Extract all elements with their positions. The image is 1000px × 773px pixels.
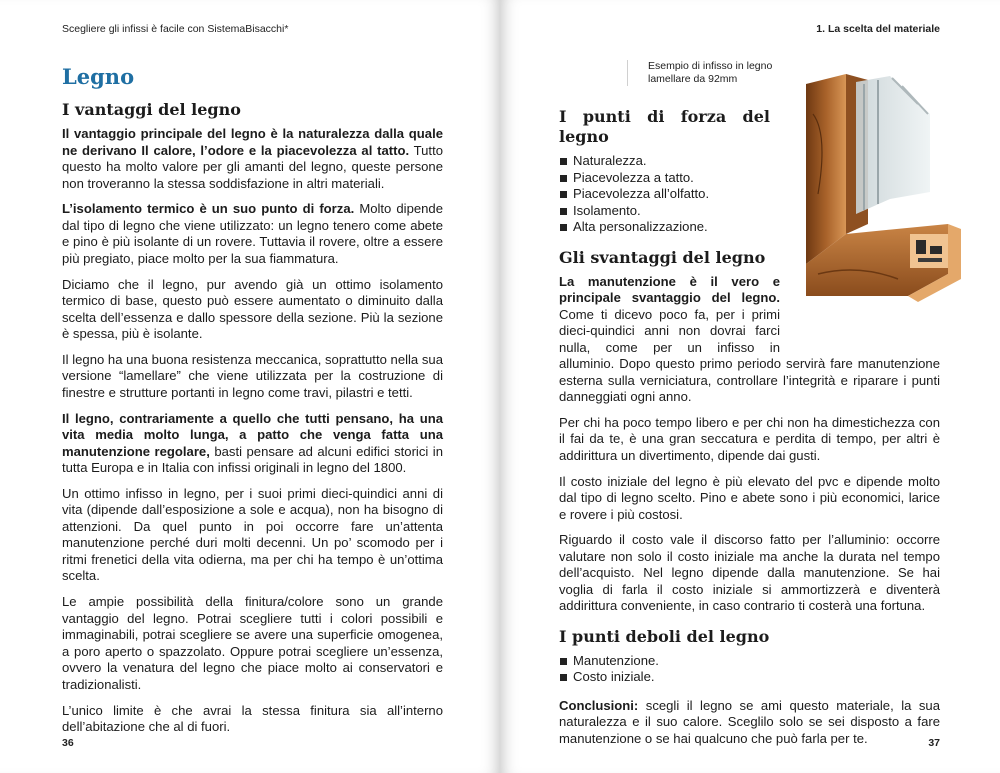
list-item — [559, 653, 940, 670]
paragraph — [62, 352, 443, 402]
section-title-weaknesses: I punti deboli del legno — [559, 626, 770, 646]
paragraph — [62, 411, 443, 477]
paragraph-text: Il costo iniziale del legno è più elevato del pvc e dipende molto dal tipo di legno scelto. Pino e abete sono i più economici, larice e rovere i più costosi. — [559, 473, 940, 522]
paragraph-text: Un ottimo infisso in legno, per i suoi primi dieci-quindici anni di vita (dipende dall’esposizione a sole e acqua), non ha bisogno di attenzioni. Da quel punto in poi occorre fare un’attenta manutenzione perché duri molti decenni. Un po’ scomodo per i ritmi frenetici della vita odierna, ma per chi ha tempo è un’ottima scelta. — [62, 485, 443, 584]
list-item-text: Naturalezza. — [573, 153, 647, 168]
list-item-text: Costo iniziale. — [573, 669, 655, 685]
paragraph-text: L’unico limite è che avrai la stessa finitura sia all’interno dell’abitazione che al di fuori. — [62, 702, 443, 735]
paragraph — [559, 474, 940, 524]
paragraph — [559, 415, 940, 465]
paragraph-text: Per chi ha poco tempo libero e per chi non ha dimestichezza con il fai da te, è una gran seccatura e perdita di tempo, per altri è addirittura un divertimento, dipende dai gusti. — [559, 414, 940, 463]
section-title-disadvantages: Gli svantaggi del legno — [559, 247, 766, 267]
chapter-title: Legno — [62, 64, 135, 89]
paragraph — [62, 201, 443, 267]
list-item-text: Isolamento. — [573, 202, 641, 218]
weaknesses-list — [559, 653, 940, 686]
bullet-square-icon — [560, 674, 567, 681]
conclusion-label: Conclusioni: — [559, 697, 639, 713]
image-caption — [627, 60, 772, 86]
running-head-left: Scegliere gli infissi è facile con SistemaBisacchi* — [62, 23, 289, 35]
paragraph — [62, 486, 443, 585]
paragraph-bold: L’isolamento termico è un suo punto di forza. — [62, 201, 355, 217]
paragraph-text: Tutto questo ha molto valore per gli amanti del legno, queste persone non troveranno la stessa soddisfazione in altri materiali. — [62, 142, 443, 191]
list-item-text: Piacevolezza a tatto. — [573, 169, 694, 185]
paragraph-text: basti pensare ad alcuni edifici storici in tutta Europa e in Italia con infissi originali in legno del 1800. — [62, 443, 443, 476]
bullet-square-icon — [560, 658, 567, 665]
paragraph — [62, 277, 443, 343]
section-title-strengths: I punti di forza del legno — [559, 107, 770, 146]
list-item — [559, 186, 940, 203]
paragraph — [62, 594, 443, 693]
list-item-text: Piacevolezza all’olfatto. — [573, 186, 710, 201]
image-float-spacer — [780, 274, 940, 342]
page-number-right: 37 — [928, 737, 940, 749]
paragraph-bold: La manutenzione è il vero e principale svantaggio del legno. — [559, 273, 780, 305]
list-item — [559, 170, 940, 187]
paragraph-text: Come ti dicevo poco fa, per i primi dieci-quindici anni non dovrai farci nulla, come per un infisso in alluminio. Dopo questo primo periodo servirà fare manutenzione esterna sulla verniciatura, controllare l’integrità e riparare i punti danneggiati ogni anno. — [559, 306, 940, 404]
bullet-square-icon — [560, 175, 567, 182]
paragraph-bold: Il legno, contrariamente a quello che tutti pensano, ha una vita media molto lunga, a patto che venga fatta una manutenzione regolare, — [62, 410, 443, 459]
list-item — [559, 219, 940, 236]
bullet-square-icon — [560, 158, 567, 165]
running-head-right: 1. La scelta del materiale — [816, 23, 940, 35]
paragraph-text: Il legno ha una buona resistenza meccanica, soprattutto nella sua versione “lamellare” che viene utilizzata per la costruzione di finestre e strutture portanti in legno come travi, pilastri e tetti. — [62, 351, 443, 400]
list-item-text: Manutenzione. — [573, 652, 659, 668]
paragraph-text: Diciamo che il legno, pur avendo già un ottimo isolamento termico di base, questo può essere aumentato o diminuito dalla scelta dell’essenza e dallo spessore della sezione. Più la sezione è spessa, più è isolante. — [62, 276, 443, 342]
list-item-text: Alta personalizzazione. — [573, 219, 708, 234]
image-caption-line: Esempio di infisso in legno — [648, 60, 773, 72]
conclusion-text: scegli il legno se ami questo materiale, la sua naturalezza e il suo calore. Sceglilo solo se sei disposto a fare manutenzione o se hai qualcuno che può farla per te. — [559, 697, 940, 746]
paragraph-bold: Il vantaggio principale del legno è la naturalezza dalla quale ne derivano Il calore, l’odore e la piacevolezza al tatto. — [62, 126, 443, 158]
paragraph — [62, 703, 443, 736]
list-item — [559, 153, 940, 170]
left-column — [62, 64, 443, 745]
paragraph-text: Molto dipende dal tipo di legno che viene utilizzato: un legno tenero come abete e pino è più isolante di un rovere. Tuttavia il rovere, oltre a essere più pregiato, piace molto per la sua fiammatura. — [62, 201, 443, 266]
right-column — [559, 107, 940, 757]
bullet-square-icon — [560, 208, 567, 215]
right-page — [500, 0, 1000, 773]
conclusion-paragraph — [559, 698, 940, 748]
image-caption-line: lamellare da 92mm — [648, 73, 738, 85]
section-title-advantages: I vantaggi del legno — [62, 100, 241, 119]
list-item — [559, 203, 940, 220]
bullet-square-icon — [560, 191, 567, 198]
strengths-list — [559, 153, 940, 236]
list-item — [559, 669, 940, 686]
paragraph — [559, 532, 940, 615]
paragraph-text: Riguardo il costo vale il discorso fatto per l’alluminio: occorre valutare non solo il costo iniziale ma anche la durata nel tempo dell’acquisto. Nel legno dipende dalla manutenzione. Se hai voglia di farla il costo iniziale si ammortizzerà e diventerà addirittura conveniente, in caso contrario ti costerà una fortuna. — [559, 532, 940, 614]
bullet-square-icon — [560, 224, 567, 231]
paragraph — [62, 126, 443, 192]
page-number-left: 36 — [62, 737, 74, 749]
paragraph-text: Le ampie possibilità della finitura/colore sono un grande vantaggio del legno. Potrai scegliere tutti i colori possibili e immaginabili, potrai scegliere se avere una superficie omogenea, a poro aperto o spazzolato. Oppure potrai scegliere un’essenza, ovvero la venatura del legno che piace molto ai conservatori e tradizionalisti. — [62, 594, 443, 692]
